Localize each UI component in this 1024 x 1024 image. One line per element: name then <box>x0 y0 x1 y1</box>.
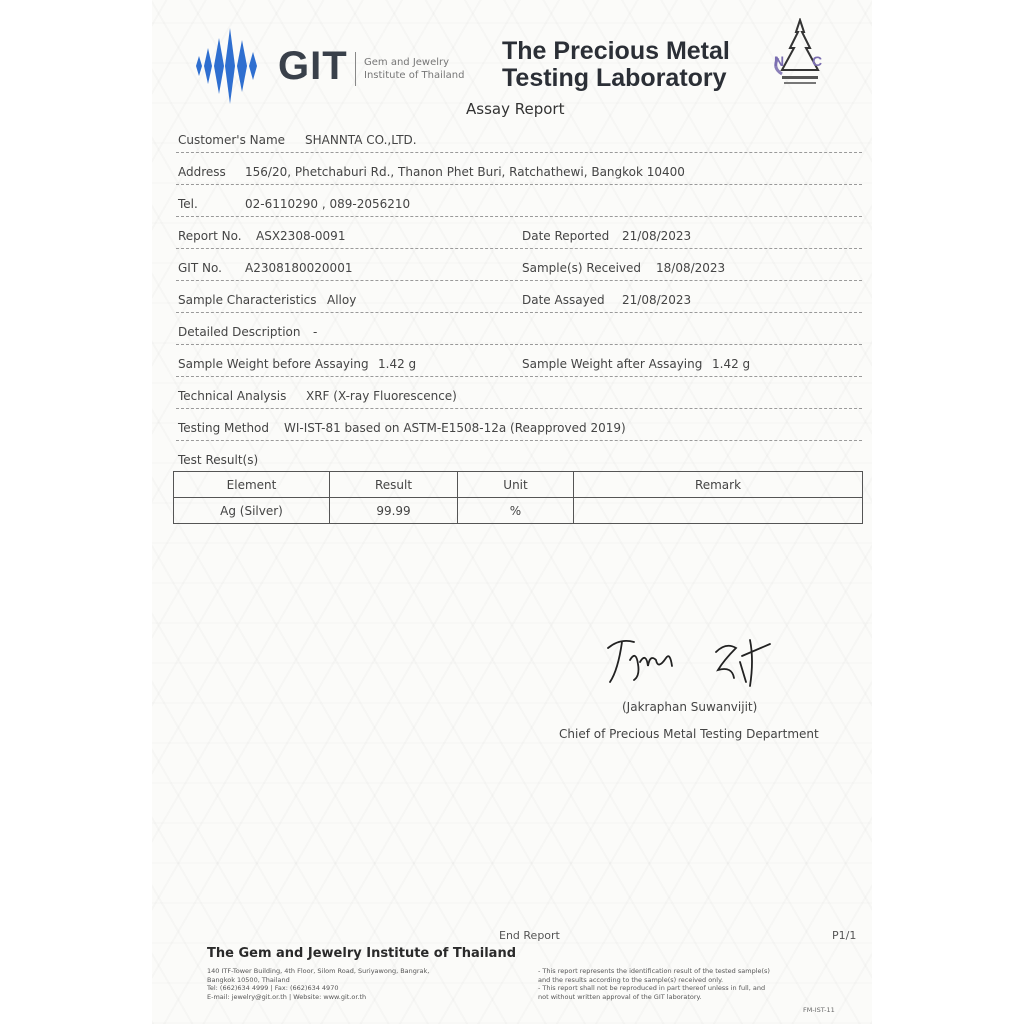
weight-after-value: 1.42 g <box>712 357 751 371</box>
detailed-description-label: Detailed Description <box>178 325 301 339</box>
cell-result: 99.99 <box>330 498 458 524</box>
testing-method-value: WI-IST-81 based on ASTM-E1508-12a (Reapproved 2019) <box>284 421 626 435</box>
svg-text:N: N <box>774 53 785 69</box>
signature-image <box>600 630 790 700</box>
detailed-description-value: - <box>313 325 318 339</box>
weight-before-value: 1.42 g <box>378 357 417 371</box>
weight-after-label: Sample Weight after Assaying <box>522 357 703 371</box>
address-label: Address <box>178 165 226 179</box>
date-assayed-value: 21/08/2023 <box>622 293 692 307</box>
table-row <box>174 498 863 524</box>
signer-name: (Jakraphan Suwanvijit) <box>622 700 758 714</box>
samples-received-value: 18/08/2023 <box>656 261 726 275</box>
git-logo-icon <box>192 26 264 106</box>
test-results-label: Test Result(s) <box>178 453 259 467</box>
cell-unit: % <box>458 498 574 524</box>
tel-label: Tel. <box>178 197 198 211</box>
column-header-unit: Unit <box>458 472 574 498</box>
weight-before-label: Sample Weight before Assaying <box>178 357 369 371</box>
svg-text:C: C <box>812 53 823 69</box>
sample-characteristics-value: Alloy <box>327 293 357 307</box>
git-logo-subtitle: Gem and Jewelry Institute of Thailand <box>364 57 465 81</box>
report-no-label: Report No. <box>178 229 242 243</box>
end-report-text: End Report <box>499 929 560 942</box>
accreditation-seal-icon <box>768 18 832 90</box>
dotted-rule <box>176 280 862 281</box>
cell-remark <box>574 498 863 524</box>
date-reported-label: Date Reported <box>522 229 610 243</box>
cell-element: Ag (Silver) <box>174 498 330 524</box>
page-number: P1/1 <box>832 929 857 942</box>
customer-name-label: Customer's Name <box>178 133 286 147</box>
column-header-result: Result <box>330 472 458 498</box>
testing-method-label: Testing Method <box>178 421 270 435</box>
dotted-rule <box>176 152 862 153</box>
tel-value: 02-6110290 , 089-2056210 <box>245 197 411 211</box>
customer-name-value: SHANNTA CO.,LTD. <box>305 133 417 147</box>
date-reported-value: 21/08/2023 <box>622 229 692 243</box>
date-assayed-label: Date Assayed <box>522 293 605 307</box>
footer-address: 140 ITF-Tower Building, 4th Floor, Silom Road, Suriyawong, Bangrak, Bangkok 10500, Thailand Tel: (662)634 4999 | Fax: (662)634 4970 E-mail: jewelry@git.or.th | Website: www.git.or.th <box>207 967 430 1001</box>
dotted-rule <box>176 440 862 441</box>
dotted-rule <box>176 376 862 377</box>
report-no-value: ASX2308-0091 <box>256 229 346 243</box>
lab-title: The Precious Metal Testing Laboratory <box>502 37 730 92</box>
logo-divider <box>355 52 356 86</box>
git-no-value: A2308180020001 <box>245 261 353 275</box>
dotted-rule <box>176 184 862 185</box>
footer-disclaimer: - This report represents the identification result of the tested sample(s) and the results according to the sample(s) received only. - This report shall not be reproduced in part thereof unless in full, and not without written approval of the GIT laboratory. <box>538 967 770 1001</box>
form-code: FM-IST-11 <box>803 1006 835 1014</box>
git-logo-text: GIT <box>278 44 348 88</box>
technical-analysis-value: XRF (X-ray Fluorescence) <box>306 389 457 403</box>
dotted-rule <box>176 408 862 409</box>
technical-analysis-label: Technical Analysis <box>178 389 287 403</box>
dotted-rule <box>176 216 862 217</box>
git-no-label: GIT No. <box>178 261 222 275</box>
samples-received-label: Sample(s) Received <box>522 261 642 275</box>
address-value: 156/20, Phetchaburi Rd., Thanon Phet Buri, Ratchathewi, Bangkok 10400 <box>245 165 685 179</box>
column-header-remark: Remark <box>574 472 863 498</box>
sample-characteristics-label: Sample Characteristics <box>178 293 317 307</box>
dotted-rule <box>176 248 862 249</box>
column-header-element: Element <box>174 472 330 498</box>
results-header-row <box>174 472 863 498</box>
signer-title: Chief of Precious Metal Testing Department <box>559 727 819 741</box>
report-title: Assay Report <box>466 100 565 118</box>
results-table <box>173 471 863 524</box>
footer-institute-name: The Gem and Jewelry Institute of Thailand <box>207 946 517 961</box>
dotted-rule <box>176 312 862 313</box>
dotted-rule <box>176 344 862 345</box>
